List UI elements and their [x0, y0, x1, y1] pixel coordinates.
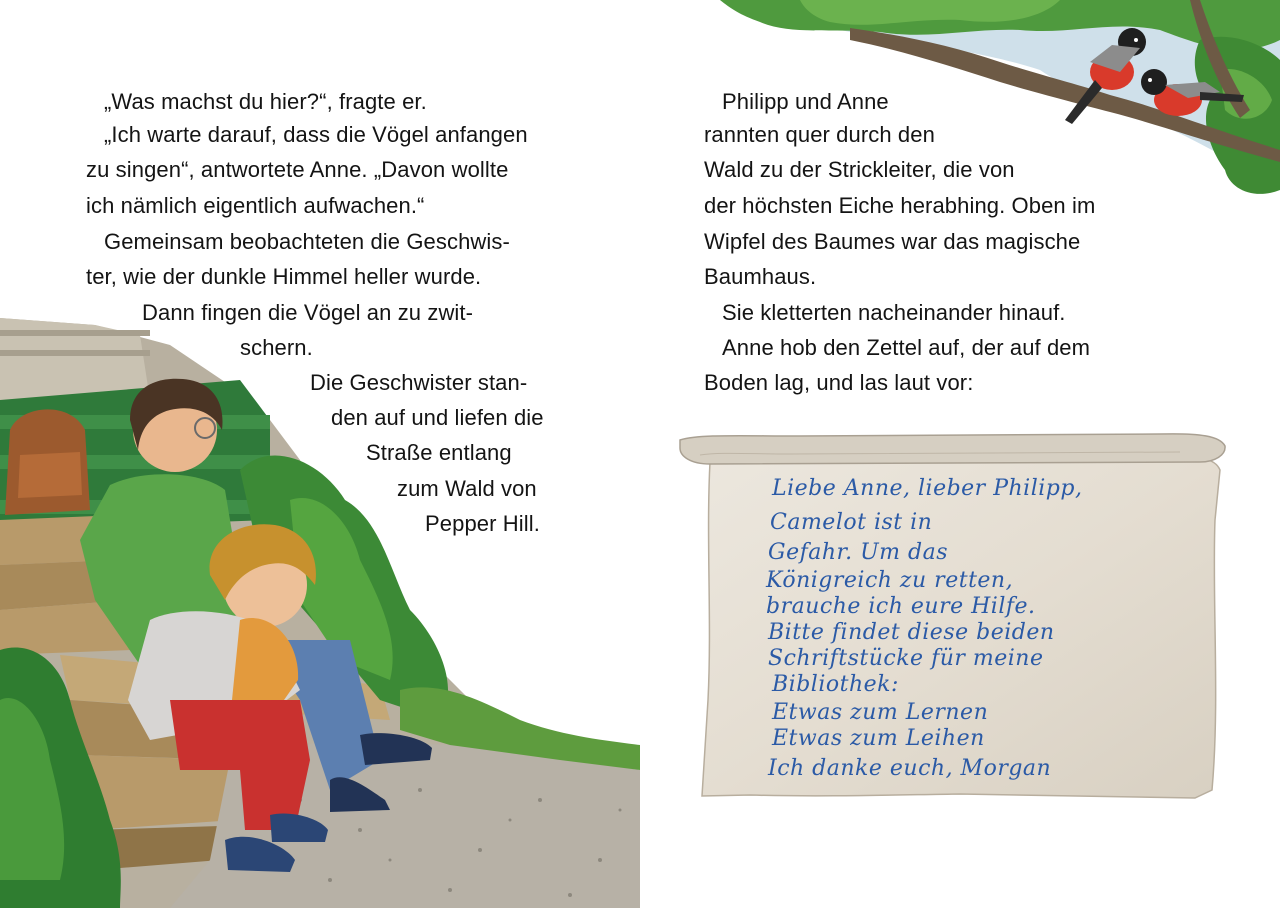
text-line-9: Boden lag, und las laut vor:	[704, 370, 974, 395]
letter-line-11: Ich danke euch, Morgan	[768, 756, 1052, 781]
text-line-1: „Was machst du hier?“, fragte er.	[104, 89, 427, 114]
text-line-8: Anne hob den Zettel auf, der auf dem	[722, 335, 1091, 360]
text-line-2: „Ich warte darauf, dass die Vögel anfangen	[104, 122, 528, 147]
letter-line-9: Etwas zum Lernen	[772, 700, 989, 725]
letter-line-6: Bitte findet diese beiden	[768, 620, 1055, 645]
letter-line-8: Bibliothek:	[772, 672, 899, 697]
text-line-7: Dann fingen die Vögel an zu zwit-	[142, 300, 474, 325]
text-line-3: Wald zu der Strickleiter, die von	[704, 157, 1015, 182]
text-line-11: Straße entlang	[366, 440, 512, 465]
text-line-3: zu singen“, antwortete Anne. „Davon wollte	[86, 157, 509, 182]
letter-line-3: Gefahr. Um das	[768, 540, 948, 565]
letter-line-10: Etwas zum Leihen	[772, 726, 985, 751]
text-line-6: Baumhaus.	[704, 264, 817, 289]
text-line-4: der höchsten Eiche herabhing. Oben im	[704, 193, 1096, 218]
text-line-4: ich nämlich eigentlich aufwachen.“	[86, 193, 425, 218]
text-line-6: ter, wie der dunkle Himmel heller wurde.	[86, 264, 482, 289]
text-line-8: schern.	[240, 335, 313, 360]
text-line-5: Gemeinsam beobachteten die Geschwis-	[104, 229, 510, 254]
text-line-13: Pepper Hill.	[425, 511, 540, 536]
letter-line-1: Liebe Anne, lieber Philipp,	[772, 476, 1083, 501]
letter-line-7: Schriftstücke für meine	[768, 646, 1044, 671]
text-line-5: Wipfel des Baumes war das magische	[704, 229, 1081, 254]
text-line-2: rannten quer durch den	[704, 122, 935, 147]
text-line-12: zum Wald von	[397, 476, 537, 501]
text-line-9: Die Geschwister stan-	[310, 370, 528, 395]
letter-line-4: Königreich zu retten,	[766, 568, 1014, 593]
text-line-1: Philipp und Anne	[722, 89, 889, 114]
right-page	[640, 0, 1280, 908]
letter-line-5: brauche ich eure Hilfe.	[766, 594, 1036, 619]
letter-line-2: Camelot ist in	[770, 510, 933, 535]
text-line-7: Sie kletterten nacheinander hinauf.	[722, 300, 1066, 325]
text-line-10: den auf und liefen die	[331, 405, 544, 430]
